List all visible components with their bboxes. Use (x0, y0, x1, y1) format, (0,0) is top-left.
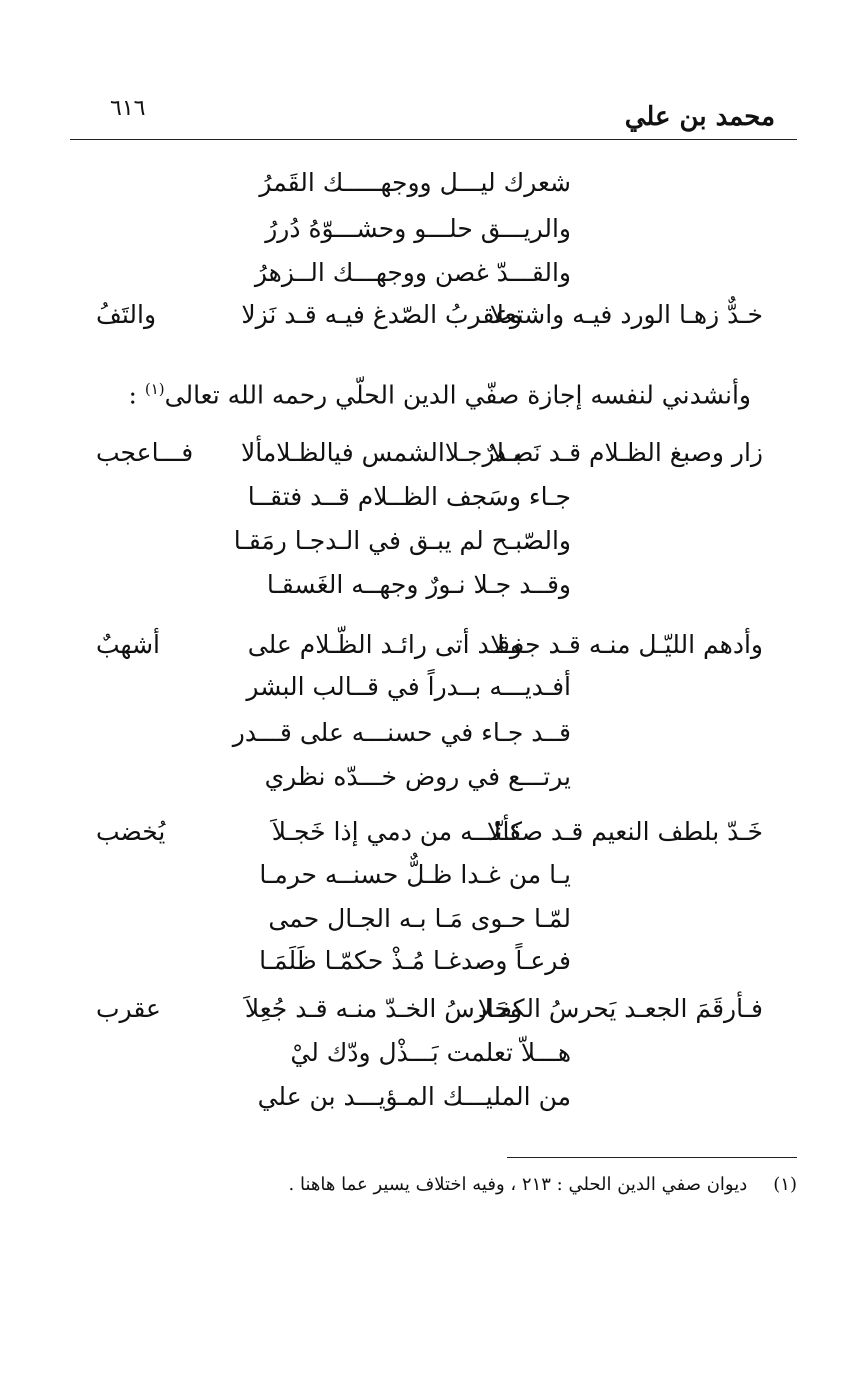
verse-hemistich-second: كأنّـــه من دمي إذا خَجـلاَ (271, 817, 522, 846)
verse-line: قــد جـاء في حسنـــه على قـــدر (232, 718, 571, 747)
verse-hemistich-second: وعقربُ الصّدغ فيـه قـد نَزلا (241, 300, 522, 329)
intro-colon: : (128, 380, 145, 410)
verse-line: يرتـــع في روض خـــدّه نظري (264, 762, 571, 791)
footnote-text: ديوان صفي الدين الحلي : ٢١٣ ، وفيه اختلاف يسير عما هاهنا . (288, 1174, 748, 1195)
footnote-marker: (١) (773, 1174, 797, 1195)
verse-hemistich-first: فـأرقَمَ الجعـد يَحرسُ الكفـلا (477, 994, 763, 1023)
verse-line: هـــلاّ تعلمت بَـــذْل ودّك ليْ (290, 1038, 571, 1067)
verse-line: والصّبـح لم يبـق في الـدجـا رمَقـا (233, 526, 571, 555)
verse-line: وقــد جـلا نـورٌ وجهــه الغَسقـا (266, 570, 571, 599)
verse-line: أفـديـــه بــدراً في قــالب البشر (246, 672, 571, 701)
header-divider (70, 139, 797, 140)
verse-line: يـا من غـدا ظـلٌّ حسنــه حرمـا (259, 860, 571, 889)
verse-tail: فـــاعجب (96, 438, 194, 467)
page-number: ٦١٦ (110, 96, 146, 121)
verse-line: والقـــدّ غصن ووجهـــك الــزهرُ (254, 258, 571, 287)
verse-line: والريـــق حلـــو وحشـــوّهُ دُررُ (265, 214, 571, 243)
footnote-divider (507, 1157, 797, 1158)
verse-tail: يُخضب (96, 817, 166, 846)
verse-line: من المليـــك المـؤيـــد بن علي (257, 1082, 571, 1111)
verse-hemistich-second: وحَارسُ الخـدّ منـه قـد جُعِلاَ (244, 994, 522, 1023)
header-title: محمد بن علي (624, 102, 775, 132)
running-header (70, 96, 797, 140)
verse-line: فرعـاً وصدغـا مُـذْ حكمّـا ظَلَمَـا (259, 946, 571, 975)
intro-line (128, 372, 751, 412)
verse-line: شعرك ليـــل ووجهـــــك القَمرُ (259, 168, 571, 197)
verse-hemistich-first: خَـدّ بلطف النعيم قـد صقـلا (486, 817, 763, 846)
verse-tail: عقرب (96, 994, 161, 1023)
verse-tail: والتَفُ (96, 300, 157, 329)
footnote (289, 1172, 797, 1198)
verse-hemistich-second: بـدرٌجـلاالشمس فيالظـلامألا (240, 438, 522, 467)
verse-hemistich-first: وأدهم الليّـل منـه قـد جفـلا (490, 630, 763, 659)
footnote-reference[interactable]: (١) (144, 380, 165, 398)
verse-line: لمّـا حـوى مَـا بـه الجـال حمى (268, 904, 571, 933)
verse-hemistich-first: خـدٌّ زهـا الورد فيـه واشتعلا (489, 300, 763, 329)
intro-text: وأنشدني لنفسه إجازة صفّي الدين الحلّي رحمه الله تعالى (164, 380, 751, 410)
verse-line: جـاء وسَجف الظــلام قــد فتقــا (247, 482, 571, 511)
verse-hemistich-first: زار وصبغ الظـلام قـد نَصـلا (489, 438, 763, 467)
verse-hemistich-second: وقـد أتى رائـد الظّـلام على (247, 630, 522, 659)
verse-tail: أشهبٌ (96, 630, 160, 659)
